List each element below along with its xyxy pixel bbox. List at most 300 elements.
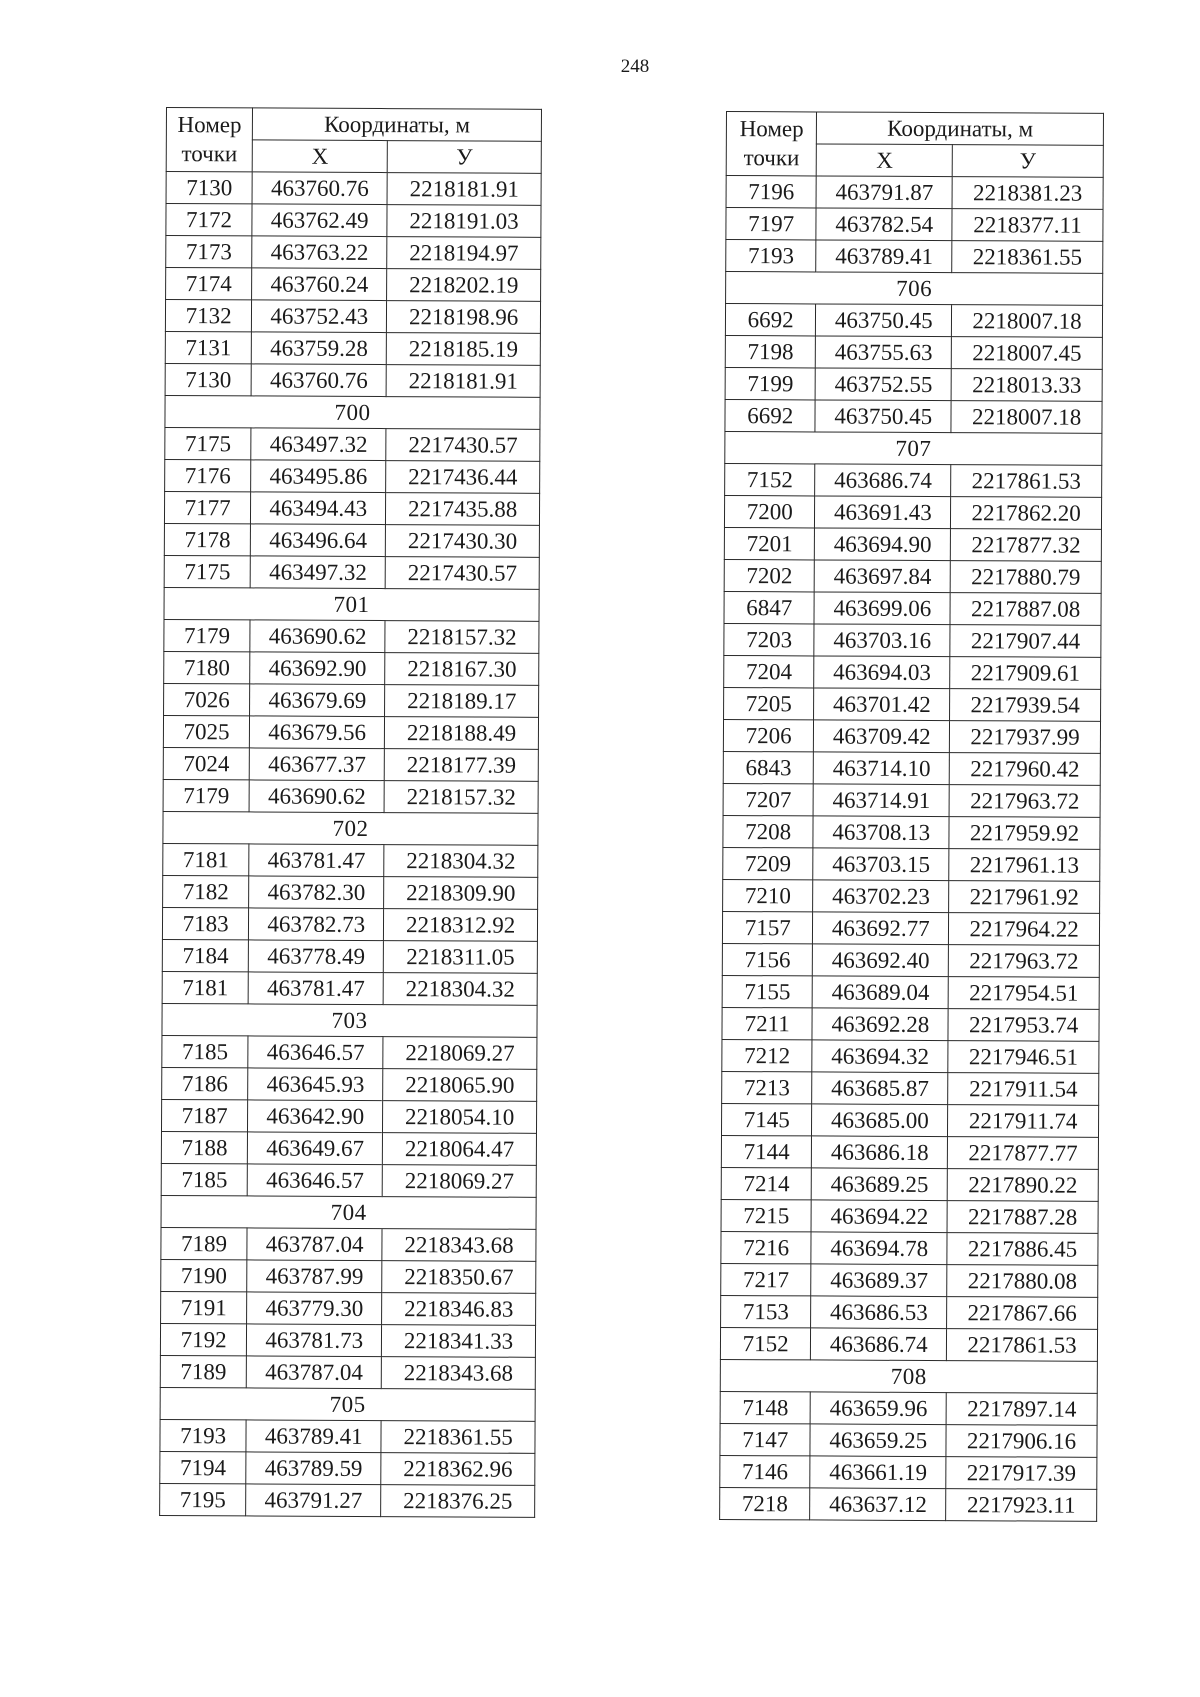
group-label: 706 bbox=[726, 272, 1103, 306]
x-coordinate-cell: 463686.53 bbox=[811, 1296, 947, 1329]
table-row bbox=[161, 1099, 536, 1133]
y-coordinate-cell: 2218198.96 bbox=[387, 301, 541, 334]
x-coordinate-cell: 463495.86 bbox=[251, 460, 386, 493]
x-coordinate-cell: 463494.43 bbox=[251, 492, 386, 525]
x-coordinate-cell: 463692.77 bbox=[813, 912, 949, 945]
coordinates-table-left bbox=[159, 107, 542, 1518]
y-coordinate-cell: 2217430.57 bbox=[386, 429, 540, 462]
x-coordinate-cell: 463686.18 bbox=[812, 1136, 948, 1169]
table-row bbox=[160, 1483, 535, 1517]
point-number-cell: 6692 bbox=[725, 304, 816, 336]
y-coordinate-cell: 2218343.68 bbox=[381, 1357, 535, 1390]
point-number-cell: 7193 bbox=[726, 240, 817, 272]
point-number-cell: 7184 bbox=[162, 939, 248, 971]
point-number-cell: 7144 bbox=[721, 1135, 812, 1167]
point-number-cell: 7131 bbox=[165, 331, 251, 363]
x-coordinate-cell: 463791.27 bbox=[246, 1484, 381, 1517]
point-number-cell: 7130 bbox=[165, 363, 251, 395]
point-number-cell: 7181 bbox=[163, 843, 249, 875]
table-row bbox=[721, 1135, 1098, 1169]
table-row bbox=[723, 879, 1100, 913]
y-coordinate-cell: 2218007.18 bbox=[951, 401, 1102, 434]
table-row bbox=[164, 555, 539, 589]
y-coordinate-cell: 2217861.53 bbox=[947, 1329, 1098, 1362]
y-coordinate-cell: 2217877.77 bbox=[948, 1137, 1099, 1170]
x-coordinate-cell: 463686.74 bbox=[811, 1328, 947, 1361]
point-number-cell: 7205 bbox=[724, 687, 815, 719]
point-number-cell: 7175 bbox=[164, 555, 250, 587]
x-coordinate-cell: 463752.43 bbox=[252, 300, 387, 333]
group-label: 705 bbox=[160, 1387, 535, 1421]
point-number-cell: 7146 bbox=[720, 1455, 811, 1487]
point-number-cell: 7192 bbox=[160, 1323, 246, 1355]
x-coordinate-cell: 463787.04 bbox=[246, 1356, 381, 1389]
y-coordinate-cell: 2218194.97 bbox=[387, 237, 541, 270]
x-coordinate-cell: 463787.99 bbox=[247, 1260, 382, 1293]
point-number-cell: 7186 bbox=[162, 1067, 248, 1099]
page-number: 248 bbox=[620, 56, 650, 77]
point-number-cell: 7198 bbox=[725, 335, 816, 367]
x-coordinate-cell: 463702.23 bbox=[813, 880, 949, 913]
x-coordinate-cell: 463779.30 bbox=[247, 1292, 382, 1325]
point-number-cell: 7152 bbox=[725, 463, 816, 495]
point-number-cell: 7199 bbox=[725, 367, 816, 399]
point-number-cell: 7172 bbox=[166, 204, 252, 236]
y-coordinate-cell: 2217887.08 bbox=[950, 593, 1101, 626]
table-row bbox=[720, 1455, 1097, 1489]
group-header-row bbox=[725, 431, 1102, 465]
y-coordinate-cell: 2217937.99 bbox=[950, 721, 1101, 754]
x-coordinate-cell: 463760.24 bbox=[252, 268, 387, 301]
x-coordinate-cell: 463692.90 bbox=[250, 652, 385, 685]
y-coordinate-cell: 2218064.47 bbox=[383, 1133, 537, 1166]
x-coordinate-cell: 463778.49 bbox=[249, 940, 384, 973]
x-coordinate-cell: 463791.87 bbox=[816, 176, 952, 209]
table-row bbox=[166, 236, 541, 270]
x-coordinate-cell: 463782.30 bbox=[249, 876, 384, 909]
x-coordinate-cell: 463752.55 bbox=[816, 368, 952, 401]
y-coordinate-cell: 2218157.32 bbox=[385, 621, 539, 654]
x-coordinate-cell: 463760.76 bbox=[251, 364, 386, 397]
point-number-cell: 7207 bbox=[723, 783, 814, 815]
y-coordinate-cell: 2217906.16 bbox=[946, 1425, 1097, 1458]
y-coordinate-cell: 2218346.83 bbox=[382, 1293, 536, 1326]
y-coordinate-cell: 2218191.03 bbox=[387, 205, 541, 238]
x-coordinate-cell: 463692.40 bbox=[813, 944, 949, 977]
point-number-cell: 7025 bbox=[163, 715, 249, 747]
table-row bbox=[164, 523, 539, 557]
point-number-cell: 7155 bbox=[722, 975, 813, 1007]
point-number-cell: 7210 bbox=[723, 879, 814, 911]
x-coordinate-cell: 463781.47 bbox=[248, 972, 383, 1005]
y-coordinate-cell: 2217436.44 bbox=[386, 461, 540, 494]
point-number-cell: 7024 bbox=[163, 747, 249, 779]
point-number-cell: 7183 bbox=[162, 907, 248, 939]
table-row bbox=[721, 1167, 1098, 1201]
table-row bbox=[722, 943, 1099, 977]
group-label: 708 bbox=[720, 1359, 1097, 1393]
x-coordinate-cell: 463714.10 bbox=[814, 752, 950, 785]
table-row bbox=[724, 591, 1101, 625]
y-coordinate-cell: 2217960.42 bbox=[949, 753, 1100, 786]
table-row bbox=[160, 1323, 535, 1357]
point-number-cell: 7214 bbox=[721, 1167, 812, 1199]
point-number-cell: 7197 bbox=[726, 208, 817, 240]
x-coordinate-cell: 463789.59 bbox=[246, 1452, 381, 1485]
point-number-cell: 7177 bbox=[164, 491, 250, 523]
point-number-cell: 7209 bbox=[723, 847, 814, 879]
table-row bbox=[163, 715, 538, 749]
y-coordinate-cell: 2217867.66 bbox=[947, 1297, 1098, 1330]
table-row bbox=[723, 783, 1100, 817]
x-coordinate-cell: 463686.74 bbox=[815, 464, 951, 497]
point-number-cell: 7157 bbox=[722, 911, 813, 943]
x-coordinate-cell: 463677.37 bbox=[249, 748, 384, 781]
x-coordinate-cell: 463679.56 bbox=[250, 716, 385, 749]
x-coordinate-cell: 463750.45 bbox=[815, 400, 951, 433]
point-number-cell: 7206 bbox=[723, 719, 814, 751]
point-number-cell: 7026 bbox=[164, 683, 250, 715]
y-coordinate-cell: 2217887.28 bbox=[947, 1201, 1098, 1234]
y-coordinate-cell: 2218013.33 bbox=[951, 369, 1102, 402]
y-coordinate-cell: 2217877.32 bbox=[950, 529, 1101, 562]
point-number-cell: 7216 bbox=[721, 1231, 812, 1263]
x-coordinate-cell: 463646.57 bbox=[248, 1036, 383, 1069]
y-coordinate-cell: 2218181.91 bbox=[387, 173, 541, 206]
table-row bbox=[163, 747, 538, 781]
x-coordinate-cell: 463782.54 bbox=[816, 208, 952, 241]
y-coordinate-cell: 2217923.11 bbox=[946, 1489, 1097, 1522]
y-coordinate-cell: 2218065.90 bbox=[383, 1069, 537, 1102]
point-number-cell: 7201 bbox=[724, 527, 815, 559]
x-coordinate-cell: 463697.84 bbox=[815, 560, 951, 593]
table-row bbox=[722, 911, 1099, 945]
table-row bbox=[166, 172, 541, 206]
y-coordinate-cell: 2217886.45 bbox=[947, 1233, 1098, 1266]
point-number-cell: 7194 bbox=[160, 1451, 246, 1483]
y-coordinate-cell: 2218361.55 bbox=[381, 1421, 535, 1454]
table-row bbox=[164, 683, 539, 717]
table-header-row bbox=[726, 112, 1103, 146]
table-row bbox=[161, 1291, 536, 1325]
y-coordinate-cell: 2217917.39 bbox=[946, 1457, 1097, 1490]
group-header-row bbox=[726, 272, 1103, 306]
y-coordinate-cell: 2218362.96 bbox=[381, 1453, 535, 1486]
x-coordinate-cell: 463649.67 bbox=[248, 1132, 383, 1165]
y-coordinate-cell: 2218304.32 bbox=[383, 973, 537, 1006]
point-number-cell: 6847 bbox=[724, 591, 815, 623]
group-label: 701 bbox=[164, 587, 539, 621]
y-coordinate-cell: 2217862.20 bbox=[951, 497, 1102, 530]
x-coordinate-cell: 463709.42 bbox=[814, 720, 950, 753]
table-row bbox=[725, 335, 1102, 369]
point-number-header: Номер точки bbox=[726, 112, 817, 176]
table-row bbox=[160, 1419, 535, 1453]
table-row bbox=[160, 1355, 535, 1389]
x-coordinate-cell: 463703.15 bbox=[813, 848, 949, 881]
table-row bbox=[162, 939, 537, 973]
x-coordinate-cell: 463714.91 bbox=[814, 784, 950, 817]
table-row bbox=[160, 1451, 535, 1485]
table-row bbox=[721, 1103, 1098, 1137]
coordinates-header: Координаты, м bbox=[817, 112, 1104, 145]
point-number-cell: 7217 bbox=[721, 1263, 812, 1295]
y-coordinate-cell: 2217897.14 bbox=[946, 1393, 1097, 1426]
group-header-row bbox=[161, 1195, 536, 1229]
y-coordinate-cell: 2218007.18 bbox=[952, 305, 1103, 338]
group-label: 707 bbox=[725, 431, 1102, 465]
x-coordinate-cell: 463789.41 bbox=[246, 1420, 381, 1453]
table-row bbox=[724, 687, 1101, 721]
y-coordinate-cell: 2218069.27 bbox=[382, 1165, 536, 1198]
table-row bbox=[163, 875, 538, 909]
table-row bbox=[165, 459, 540, 493]
table-row bbox=[724, 527, 1101, 561]
x-coordinate-cell: 463689.37 bbox=[811, 1264, 947, 1297]
y-coordinate-cell: 2217435.88 bbox=[386, 493, 540, 526]
y-coordinate-cell: 2217963.72 bbox=[948, 945, 1099, 978]
table-row bbox=[723, 719, 1100, 753]
coordinates-header: Координаты, м bbox=[253, 108, 542, 141]
y-coordinate-cell: 2218185.19 bbox=[386, 333, 540, 366]
table-header-row bbox=[166, 108, 541, 142]
table-row bbox=[724, 495, 1101, 529]
table-row bbox=[161, 1227, 536, 1261]
point-number-cell: 7185 bbox=[161, 1163, 247, 1195]
y-coordinate-cell: 2217430.30 bbox=[386, 525, 540, 558]
point-number-cell: 7202 bbox=[724, 559, 815, 591]
group-label: 700 bbox=[165, 395, 540, 429]
point-number-cell: 7179 bbox=[164, 619, 250, 651]
point-number-cell: 7218 bbox=[720, 1487, 811, 1519]
y-coordinate-cell: 2217954.51 bbox=[948, 977, 1099, 1010]
y-coordinate-cell: 2217961.13 bbox=[949, 849, 1100, 882]
x-coordinate-cell: 463646.57 bbox=[247, 1164, 382, 1197]
y-coordinate-cell: 2217963.72 bbox=[949, 785, 1100, 818]
x-coordinate-cell: 463699.06 bbox=[814, 592, 950, 625]
x-coordinate-cell: 463701.42 bbox=[814, 688, 950, 721]
point-number-cell: 7174 bbox=[166, 268, 252, 300]
x-coordinate-cell: 463679.69 bbox=[250, 684, 385, 717]
x-coordinate-cell: 463782.73 bbox=[249, 908, 384, 941]
table-row bbox=[723, 815, 1100, 849]
x-coordinate-cell: 463642.90 bbox=[248, 1100, 383, 1133]
table-row bbox=[166, 204, 541, 238]
y-coordinate-cell: 2218350.67 bbox=[382, 1261, 536, 1294]
y-coordinate-cell: 2218341.33 bbox=[382, 1325, 536, 1358]
point-number-cell: 7212 bbox=[722, 1039, 813, 1071]
point-number-cell: 7204 bbox=[724, 655, 815, 687]
y-coordinate-cell: 2217959.92 bbox=[949, 817, 1100, 850]
table-row bbox=[720, 1423, 1097, 1457]
table-row bbox=[164, 491, 539, 525]
table-row bbox=[723, 847, 1100, 881]
point-number-cell: 7200 bbox=[724, 495, 815, 527]
x-coordinate-cell: 463694.22 bbox=[811, 1200, 947, 1233]
table-row bbox=[720, 1487, 1097, 1521]
x-coordinate-cell: 463781.73 bbox=[247, 1324, 382, 1357]
point-number-cell: 7153 bbox=[721, 1295, 812, 1327]
point-number-cell: 7191 bbox=[161, 1291, 247, 1323]
y-coordinate-cell: 2218312.92 bbox=[384, 909, 538, 942]
x-coordinate-cell: 463789.41 bbox=[816, 240, 952, 273]
y-coordinate-cell: 2217861.53 bbox=[951, 465, 1102, 498]
table-row bbox=[162, 971, 537, 1005]
table-row bbox=[721, 1263, 1098, 1297]
group-label: 702 bbox=[163, 811, 538, 845]
y-coordinate-cell: 2217939.54 bbox=[950, 689, 1101, 722]
point-number-cell: 7130 bbox=[166, 172, 252, 204]
point-number-cell: 7181 bbox=[162, 971, 248, 1003]
group-header-row bbox=[165, 395, 540, 429]
group-header-row bbox=[160, 1387, 535, 1421]
point-number-cell: 7145 bbox=[721, 1103, 812, 1135]
table-row bbox=[166, 268, 541, 302]
x-coordinate-cell: 463689.25 bbox=[812, 1168, 948, 1201]
point-number-cell: 6692 bbox=[725, 399, 816, 431]
table-row bbox=[721, 1231, 1098, 1265]
y-header: У bbox=[387, 141, 541, 174]
y-coordinate-cell: 2218376.25 bbox=[381, 1485, 535, 1518]
group-header-row bbox=[720, 1359, 1097, 1393]
table-row bbox=[165, 363, 540, 397]
table-row bbox=[726, 240, 1103, 274]
point-number-cell: 7190 bbox=[161, 1259, 247, 1291]
table-row bbox=[726, 208, 1103, 242]
x-coordinate-cell: 463762.49 bbox=[252, 204, 387, 237]
point-number-cell: 7196 bbox=[726, 176, 817, 208]
x-coordinate-cell: 463690.62 bbox=[249, 780, 384, 813]
y-coordinate-cell: 2218069.27 bbox=[383, 1037, 537, 1070]
y-coordinate-cell: 2218311.05 bbox=[384, 941, 538, 974]
table-row bbox=[722, 1007, 1099, 1041]
y-coordinate-cell: 2217430.57 bbox=[385, 557, 539, 590]
table-row bbox=[725, 399, 1102, 433]
x-header: X bbox=[252, 140, 387, 173]
y-coordinate-cell: 2217911.54 bbox=[948, 1073, 1099, 1106]
y-coordinate-cell: 2218177.39 bbox=[384, 749, 538, 782]
y-coordinate-cell: 2217961.92 bbox=[949, 881, 1100, 914]
point-number-cell: 6843 bbox=[723, 751, 814, 783]
point-number-cell: 7178 bbox=[164, 523, 250, 555]
point-number-cell: 7188 bbox=[161, 1131, 247, 1163]
table-row bbox=[724, 623, 1101, 657]
point-number-cell: 7182 bbox=[163, 875, 249, 907]
x-coordinate-cell: 463645.93 bbox=[248, 1068, 383, 1101]
x-coordinate-cell: 463708.13 bbox=[813, 816, 949, 849]
table-row bbox=[721, 1295, 1098, 1329]
point-number-cell: 7176 bbox=[165, 459, 251, 491]
x-coordinate-cell: 463692.28 bbox=[812, 1008, 948, 1041]
point-number-cell: 7148 bbox=[720, 1391, 811, 1423]
point-number-cell: 7180 bbox=[164, 651, 250, 683]
point-number-cell: 7152 bbox=[720, 1327, 811, 1359]
y-coordinate-cell: 2217909.61 bbox=[950, 657, 1101, 690]
y-coordinate-cell: 2217880.79 bbox=[950, 561, 1101, 594]
y-coordinate-cell: 2218202.19 bbox=[387, 269, 541, 302]
table-row bbox=[163, 779, 538, 813]
y-coordinate-cell: 2217880.08 bbox=[947, 1265, 1098, 1298]
table-row bbox=[165, 300, 540, 334]
x-coordinate-cell: 463659.96 bbox=[811, 1392, 947, 1425]
point-number-header: Номер точки bbox=[166, 108, 253, 172]
x-coordinate-cell: 463685.00 bbox=[812, 1104, 948, 1137]
point-number-cell: 7156 bbox=[722, 943, 813, 975]
table-row bbox=[722, 1039, 1099, 1073]
group-label: 704 bbox=[161, 1195, 536, 1229]
x-coordinate-cell: 463750.45 bbox=[816, 304, 952, 337]
table-row bbox=[164, 651, 539, 685]
point-number-cell: 7185 bbox=[162, 1035, 248, 1067]
y-coordinate-cell: 2218054.10 bbox=[383, 1101, 537, 1134]
x-coordinate-cell: 463694.90 bbox=[815, 528, 951, 561]
point-number-cell: 7173 bbox=[166, 236, 252, 268]
point-number-cell: 7189 bbox=[160, 1355, 246, 1387]
point-number-cell: 7189 bbox=[161, 1227, 247, 1259]
x-coordinate-cell: 463694.32 bbox=[812, 1040, 948, 1073]
x-header: X bbox=[817, 144, 953, 177]
point-number-cell: 7195 bbox=[160, 1483, 246, 1515]
table-row bbox=[162, 907, 537, 941]
y-coordinate-cell: 2217911.74 bbox=[948, 1105, 1099, 1138]
x-coordinate-cell: 463685.87 bbox=[812, 1072, 948, 1105]
table-row bbox=[724, 655, 1101, 689]
table-row bbox=[161, 1259, 536, 1293]
table-row bbox=[165, 331, 540, 365]
x-coordinate-cell: 463661.19 bbox=[810, 1456, 946, 1489]
x-coordinate-cell: 463694.03 bbox=[814, 656, 950, 689]
table-row bbox=[722, 1071, 1099, 1105]
table-row bbox=[164, 619, 539, 653]
table-row bbox=[725, 304, 1102, 338]
table-row bbox=[162, 1035, 537, 1069]
table-row bbox=[726, 176, 1103, 210]
table-row bbox=[161, 1131, 536, 1165]
table-row bbox=[162, 1067, 537, 1101]
y-coordinate-cell: 2218007.45 bbox=[951, 337, 1102, 370]
y-coordinate-cell: 2218309.90 bbox=[384, 877, 538, 910]
group-label: 703 bbox=[162, 1003, 537, 1037]
x-coordinate-cell: 463759.28 bbox=[251, 332, 386, 365]
point-number-cell: 7132 bbox=[165, 300, 251, 332]
group-header-row bbox=[164, 587, 539, 621]
table-row bbox=[721, 1199, 1098, 1233]
point-number-cell: 7203 bbox=[724, 623, 815, 655]
table-row bbox=[724, 559, 1101, 593]
point-number-cell: 7175 bbox=[165, 427, 251, 459]
table-row bbox=[163, 843, 538, 877]
table-row bbox=[165, 427, 540, 461]
x-coordinate-cell: 463781.47 bbox=[249, 844, 384, 877]
point-number-cell: 7211 bbox=[722, 1007, 813, 1039]
group-header-row bbox=[163, 811, 538, 845]
y-coordinate-cell: 2218157.32 bbox=[384, 781, 538, 814]
x-coordinate-cell: 463760.76 bbox=[252, 172, 387, 205]
x-coordinate-cell: 463496.64 bbox=[251, 524, 386, 557]
y-coordinate-cell: 2218381.23 bbox=[952, 177, 1103, 210]
x-coordinate-cell: 463659.25 bbox=[810, 1424, 946, 1457]
y-coordinate-cell: 2217964.22 bbox=[949, 913, 1100, 946]
y-coordinate-cell: 2218188.49 bbox=[385, 717, 539, 750]
table-row bbox=[720, 1327, 1097, 1361]
x-coordinate-cell: 463690.62 bbox=[250, 620, 385, 653]
table-row bbox=[725, 367, 1102, 401]
y-coordinate-cell: 2217953.74 bbox=[948, 1009, 1099, 1042]
x-coordinate-cell: 463703.16 bbox=[814, 624, 950, 657]
y-coordinate-cell: 2218167.30 bbox=[385, 653, 539, 686]
y-coordinate-cell: 2217946.51 bbox=[948, 1041, 1099, 1074]
table-row bbox=[720, 1391, 1097, 1425]
